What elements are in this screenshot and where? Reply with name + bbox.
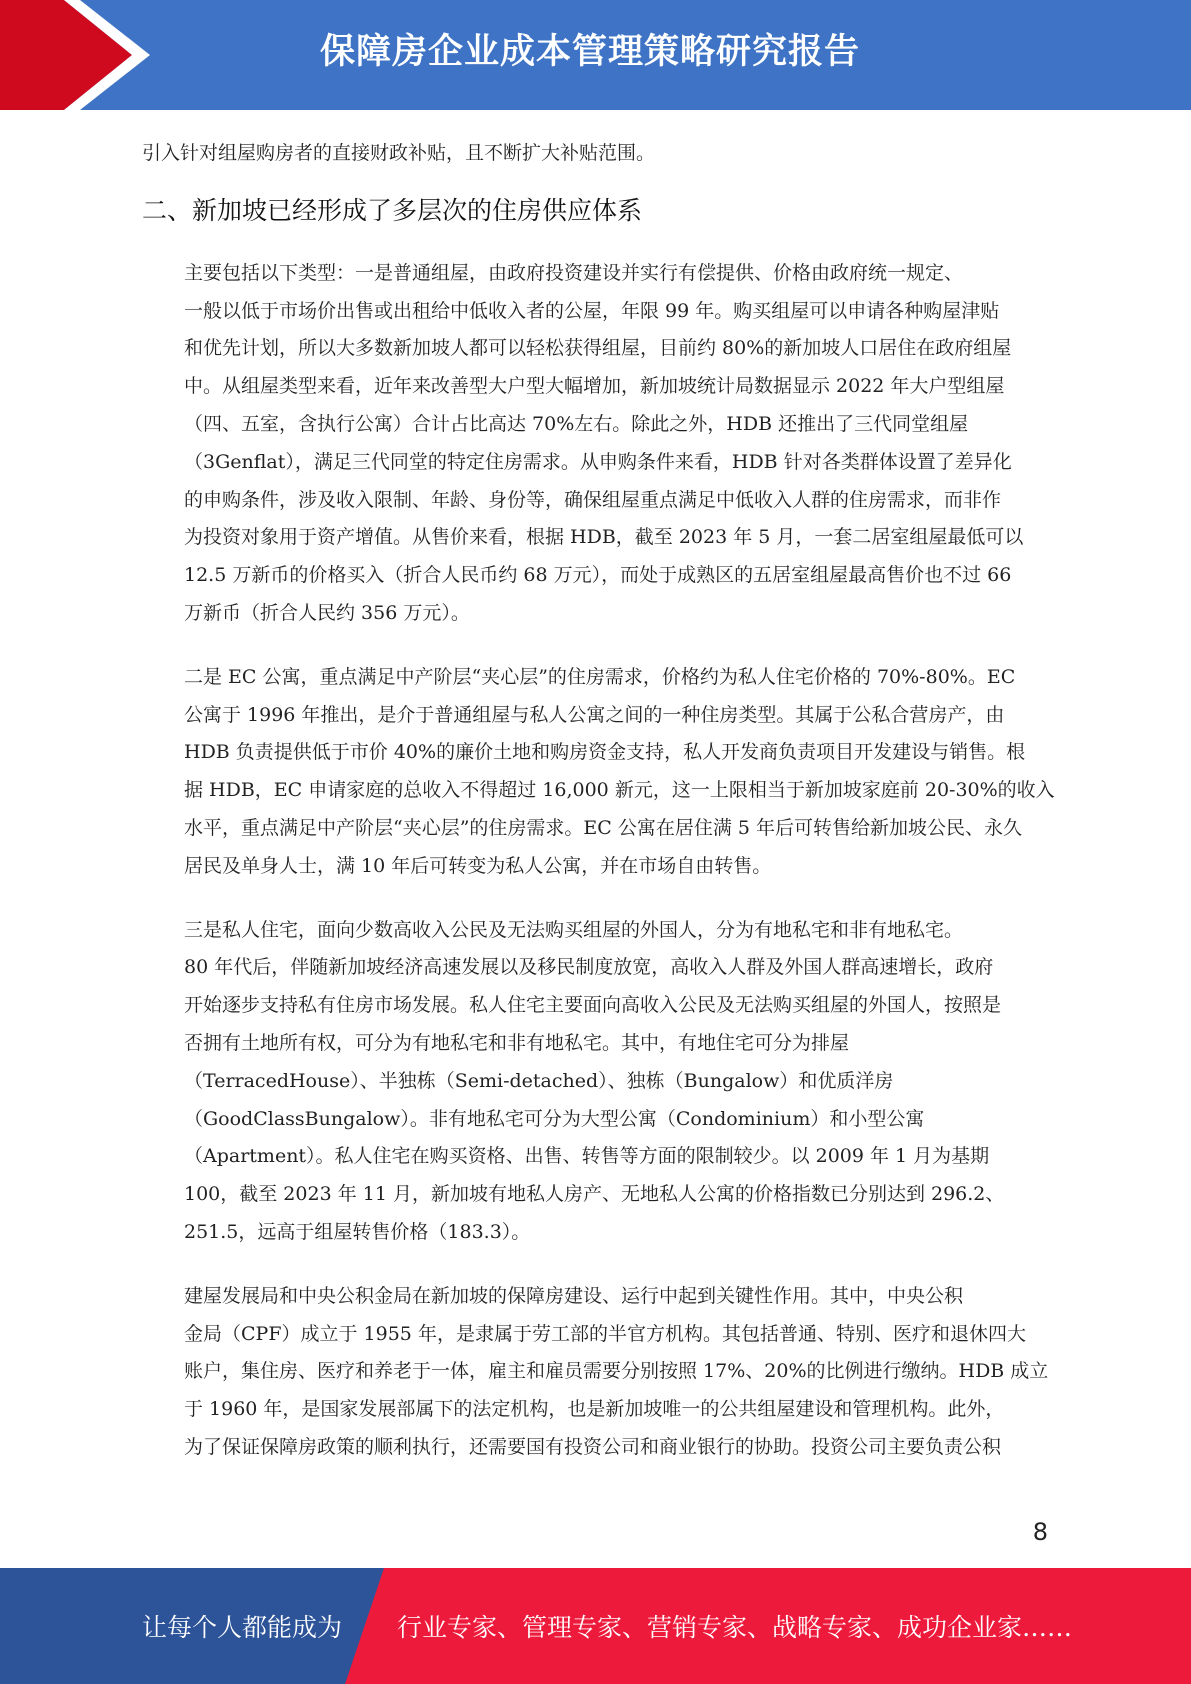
text-line: 为投资对象用于资产增值。从售价来看，根据 HDB，截至 2023 年 5 月，一套二居室组屋最低可以 [184, 526, 1024, 549]
document-title: 保障房企业成本管理策略研究报告 [320, 32, 861, 72]
paragraph-hdb-flats [142, 255, 1047, 633]
lead-paragraph: 引入针对组屋购房者的直接财政补贴，且不断扩大补贴范围。 [142, 142, 656, 164]
header-arrow-decoration [0, 0, 160, 110]
text-line: 据 HDB，EC 申请家庭的总收入不得超过 16,000 新元，这一上限相当于新加坡家庭前 20-30%的收入 [184, 779, 1055, 802]
text-line: 公寓于 1996 年推出，是介于普通组屋与私人公寓之间的一种住房类型。其属于公私合营房产，由 [184, 703, 1005, 726]
page-footer [0, 1568, 1191, 1684]
text-line: HDB 负责提供低于市价 40%的廉价土地和购房资金支持，私人开发商负责项目开发建设与销售。根 [184, 741, 1026, 764]
text-line: 水平，重点满足中产阶层“夹心层”的住房需求。EC 公寓在居住满 5 年后可转售给新加坡公民、永久 [184, 816, 1023, 839]
text-line: 三是私人住宅，面向少数高收入公民及无法购买组屋的外国人，分为有地私宅和非有地私宅。 [184, 918, 964, 941]
paragraph-hdb-cpf [142, 1278, 1047, 1467]
text-line: 否拥有土地所有权，可分为有地私宅和非有地私宅。其中，有地住宅可分为排屋 [184, 1031, 850, 1054]
text-line: 开始逐步支持私有住房市场发展。私人住宅主要面向高收入公民及无法购买组屋的外国人，按照是 [184, 994, 1002, 1017]
text-line: （TerracedHouse）、半独栋（Semi-detached）、独栋（Bungalow）和优质洋房 [184, 1069, 894, 1092]
text-line: （四、五室，含执行公寓）合计占比高达 70%左右。除此之外，HDB 还推出了三代同堂组屋 [184, 412, 969, 435]
paragraph-private-housing [142, 912, 1047, 1252]
page-header [0, 0, 1191, 110]
text-line: 100，截至 2023 年 11 月，新加坡有地私人房产、无地私人公寓的价格指数已分别达到 296.2、 [184, 1183, 1005, 1206]
header-red-chevron [0, 0, 132, 110]
text-line: 一般以低于市场价出售或出租给中低收入者的公屋，年限 99 年。购买组屋可以申请各种购屋津贴 [184, 299, 1000, 322]
paragraph-ec-condo [142, 659, 1055, 886]
text-line: 和优先计划，所以大多数新加坡人都可以轻松获得组屋，目前约 80%的新加坡人口居住在政府组屋 [184, 337, 1012, 360]
text-line: 中。从组屋类型来看，近年来改善型大户型大幅增加，新加坡统计局数据显示 2022 年大户型组屋 [184, 375, 1005, 398]
text-line: 80 年代后，伴随新加坡经济高速发展以及移民制度放宽，高收入人群及外国人群高速增长，政府 [184, 956, 994, 979]
text-line: 12.5 万新币的价格买入（折合人民币约 68 万元），而处于成熟区的五居室组屋最高售价也不过 66 [184, 564, 1012, 587]
footer-slogan-left: 让每个人都能成为 [142, 1613, 343, 1642]
text-line: （3Genflat），满足三代同堂的特定住房需求。从申购条件来看，HDB 针对各类群体设置了差异化 [184, 450, 1012, 473]
text-line: 万新币（折合人民约 356 万元）。 [184, 601, 470, 624]
footer-slogan-right: 行业专家、管理专家、营销专家、战略专家、成功企业家…… [397, 1613, 1073, 1642]
text-line: （GoodClassBungalow）。非有地私宅可分为大型公寓（Condominium）和小型公寓 [184, 1107, 925, 1130]
text-line: 的申购条件，涉及收入限制、年龄、身份等，确保组屋重点满足中低收入人群的住房需求，而非作 [184, 488, 1002, 511]
text-line: 账户，集住房、医疗和养老于一体，雇主和雇员需要分别按照 17%、20%的比例进行缴纳。HDB 成立 [184, 1360, 1049, 1383]
text-line: 主要包括以下类型：一是普通组屋，由政府投资建设并实行有偿提供、价格由政府统一规定、 [184, 261, 964, 284]
text-line: 251.5，远高于组屋转售价格（183.3）。 [184, 1220, 531, 1243]
page-number: 8 [1032, 1518, 1048, 1546]
text-line: 为了保证保障房政策的顺利执行，还需要国有投资公司和商业银行的协助。投资公司主要负责公积 [184, 1435, 1002, 1458]
text-line: 金局（CPF）成立于 1955 年，是隶属于劳工部的半官方机构。其包括普通、特别、医疗和退休四大 [184, 1322, 1026, 1345]
text-line: （Apartment）。私人住宅在购买资格、出售、转售等方面的限制较少。以 2009 年 1 月为基期 [184, 1145, 990, 1168]
text-line: 居民及单身人士，满 10 年后可转变为私人公寓，并在市场自由转售。 [184, 854, 772, 877]
section-heading: 二、新加坡已经形成了多层次的住房供应体系 [142, 195, 643, 225]
text-line: 于 1960 年，是国家发展部属下的法定机构，也是新加坡唯一的公共组屋建设和管理机构。此外， [184, 1398, 1005, 1421]
page-content [142, 135, 1055, 1467]
text-line: 二是 EC 公寓，重点满足中产阶层“夹心层”的住房需求，价格约为私人住宅价格的 70%-80%。EC [184, 665, 1016, 688]
text-line: 建屋发展局和中央公积金局在新加坡的保障房建设、运行中起到关键性作用。其中，中央公积 [184, 1284, 964, 1307]
